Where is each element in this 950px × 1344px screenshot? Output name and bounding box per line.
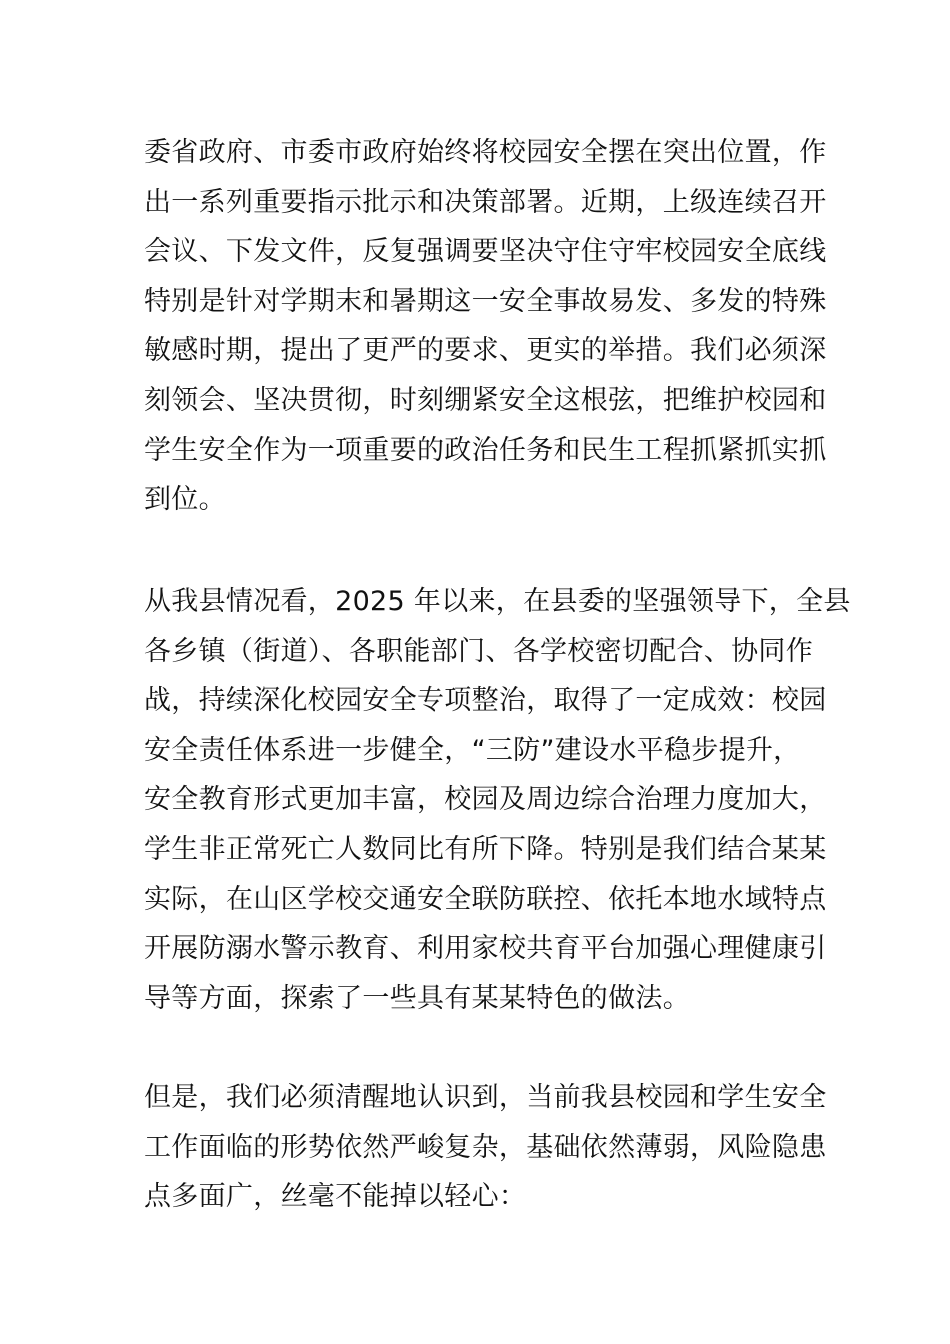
paragraph-line: 学生非正常死亡人数同比有所下降。特别是我们结合某某: [144, 833, 827, 865]
paragraph-line: 到位。: [144, 484, 226, 516]
paragraph-line: 从我县情况看，2025 年以来，在县委的坚强领导下，全县: [144, 586, 851, 617]
paragraph-line: 会议、下发文件，反复强调要坚决守住守牢校园安全底线: [144, 236, 827, 268]
paragraph-1: [144, 128, 827, 525]
paragraph-3: [144, 1073, 827, 1222]
paragraph-2: [144, 577, 851, 1023]
paragraph-line: 特别是针对学期末和暑期这一安全事故易发、多发的特殊: [144, 285, 827, 317]
paragraph-line: 委省政府、市委市政府始终将校园安全摆在突出位置，作: [144, 137, 827, 168]
paragraph-line: 但是，我们必须清醒地认识到，当前我县校园和学生安全: [144, 1082, 827, 1113]
paragraph-line: 点多面广，丝毫不能掉以轻心：: [144, 1181, 527, 1213]
paragraph-line: 安全教育形式更加丰富，校园及周边综合治理力度加大，: [144, 784, 827, 816]
paragraph-line: 安全责任体系进一步健全，“三防”建设水平稳步提升，: [144, 734, 801, 766]
paragraph-line: 刻领会、坚决贯彻，时刻绷紧安全这根弦，把维护校园和: [144, 384, 827, 416]
paragraph-line: 学生安全作为一项重要的政治任务和民生工程抓紧抓实抓: [144, 434, 827, 466]
paragraph-line: 战，持续深化校园安全专项整治，取得了一定成效：校园: [144, 685, 827, 717]
paragraph-line: 工作面临的形势依然严峻复杂，基础依然薄弱，风险隐患: [144, 1131, 827, 1163]
paragraph-line: 开展防溺水警示教育、利用家校共育平台加强心理健康引: [144, 933, 827, 965]
paragraph-line: 各乡镇（街道）、各职能部门、各学校密切配合、协同作: [144, 635, 813, 667]
paragraph-line: 敏感时期，提出了更严的要求、更实的举措。我们必须深: [144, 335, 827, 367]
paragraph-line: 实际，在山区学校交通安全联防联控、依托本地水域特点: [144, 883, 827, 915]
paragraph-line: 导等方面，探索了一些具有某某特色的做法。: [144, 982, 690, 1014]
paragraph-line: 出一系列重要指示批示和决策部署。近期，上级连续召开: [144, 186, 827, 218]
